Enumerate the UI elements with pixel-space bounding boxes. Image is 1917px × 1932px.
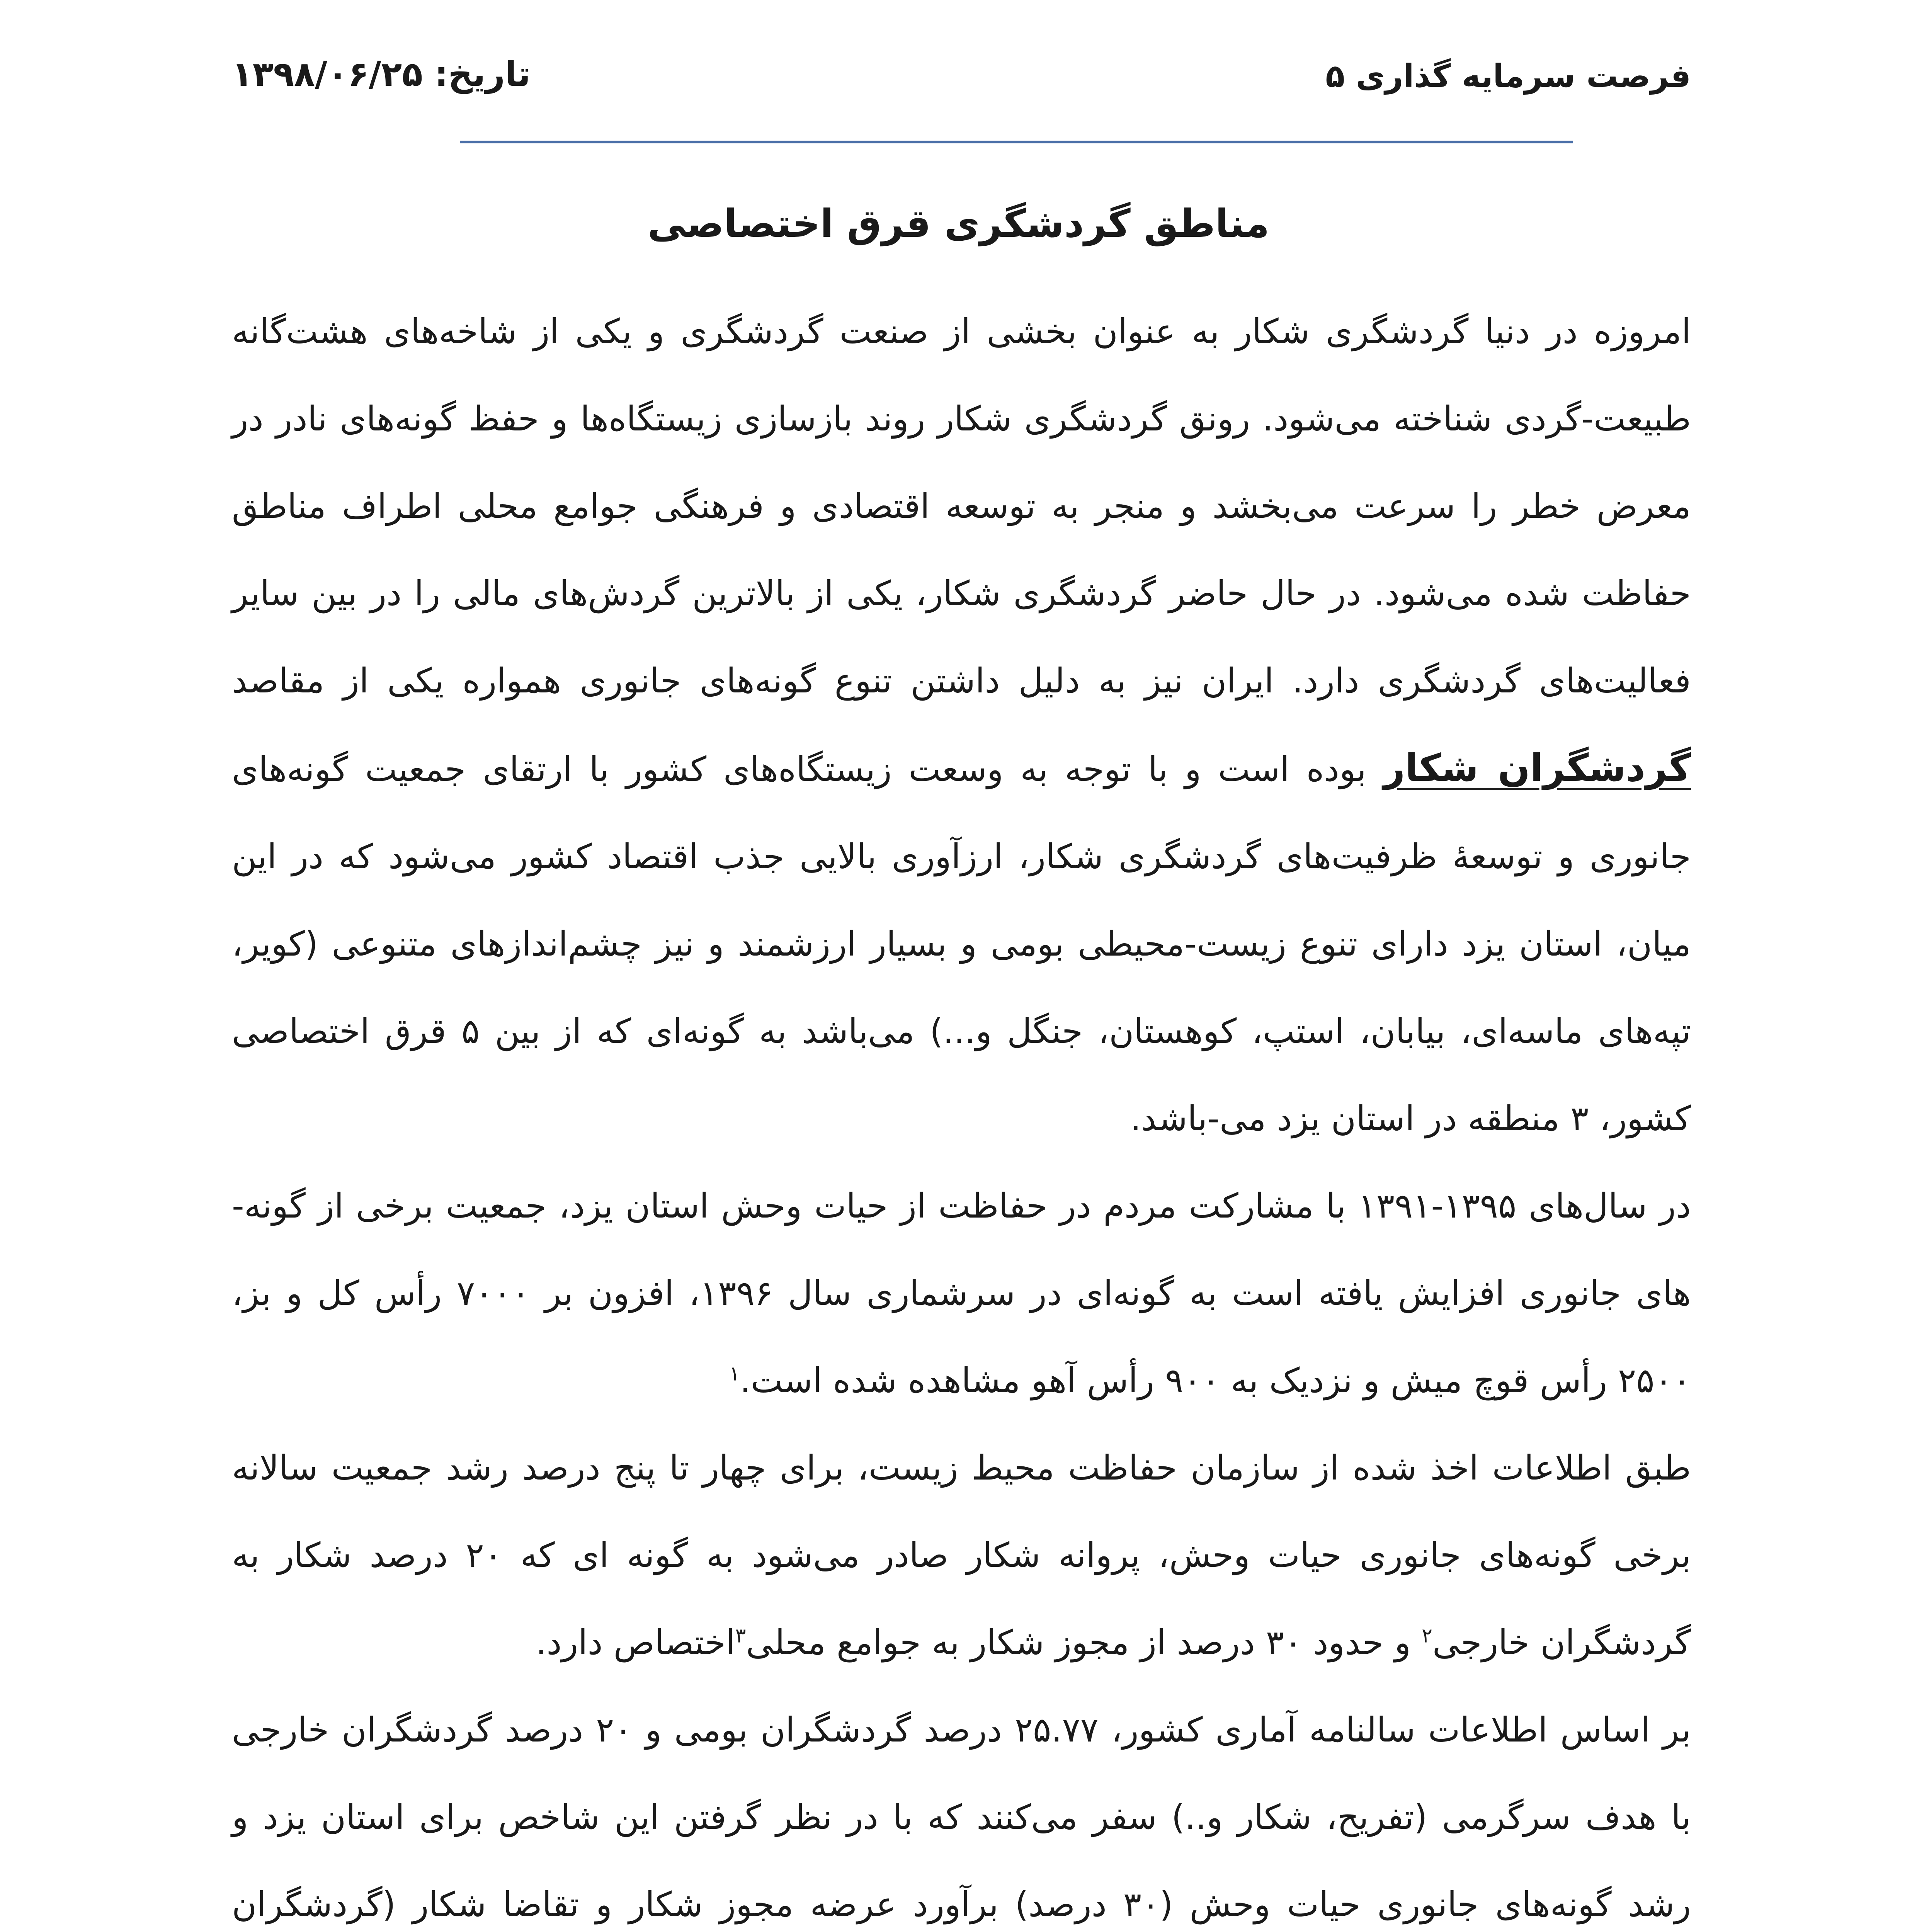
- footnote-ref-2: ۲: [1422, 1624, 1432, 1648]
- paragraph-1-part-a: امروزه در دنیا گردشگری شکار به عنوان بخشی از صنعت گردشگری و یکی از شاخه‌های هشت‌گانه طبیعت-گردی شناخته می‌شود. رونق گردشگری شکار روند بازسازی زیستگاه‌ها و حفظ گونه‌های نادر در معرض خطر را سرعت می‌بخشد و منجر به توسعه اقتصادی و فرهنگی جوامع محلی اطراف مناطق حفاظت شده می‌شود. در حال حاضر گردشگری شکار، یکی از بالاترین گردش‌های مالی را در بین سایر فعالیت‌های گردشگری دارد. ایران نیز به دلیل داشتن تنوع گونه‌های جانوری همواره یکی از مقاصد: [232, 311, 1691, 701]
- paragraph-3-part-a: طبق اطلاعات اخذ شده از سازمان حفاظت محیط زیست، برای چهار تا پنج درصد رشد جمعیت سالانه برخی گونه‌های جانوری حیات وحش، پروانه شکار صادر می‌شود به گونه ای که ۲۰ درصد شکار به گردشگران خارجی: [232, 1448, 1691, 1662]
- paragraph-2-text: در سال‌های ۱۳۹۵-۱۳۹۱ با مشارکت مردم در حفاظت از حیات وحش استان یزد، جمعیت برخی از گونه-های جانوری افزایش یافته است به گونه‌ای در سرشماری سال ۱۳۹۶، افزون بر ۷۰۰۰ رأس کل و بز، ۲۵۰۰ رأس قوچ میش و نزدیک به ۹۰۰ رأس آهو مشاهده شده است.: [232, 1186, 1691, 1400]
- document-series-title: فرصت سرمایه گذاری ۵: [1325, 58, 1691, 95]
- header-divider: [460, 141, 1573, 143]
- paragraph-1: [232, 288, 1691, 1162]
- footnote-ref-1: ۱: [729, 1362, 740, 1386]
- paragraph-3-part-b: و حدود ۳۰ درصد از مجوز شکار به جوامع محلی: [746, 1622, 1422, 1662]
- page-title: مناطق گردشگری قرق اختصاصی: [647, 201, 1270, 246]
- paragraph-2: [232, 1162, 1691, 1424]
- paragraph-1-part-b: بوده است و با توجه به وسعت زیستگاه‌های کشور با ارتقای جمعیت گونه‌های جانوری و توسعهٔ ظرفیت‌های گردشگری شکار، ارزآوری بالایی جذب اقتصاد کشور می‌شود که در این میان، استان یزد دارای تنوع زیست-محیطی بومی و بسیار ارزشمند و نیز چشم‌اندازهای متنوعی (کویر، تپه‌های ماسه‌ای، بیابان، استپ، کوهستان، جنگل و...) می‌باشد به گونه‌ای که از بین ۵ قرق اختصاصی کشور، ۳ منطقه در استان یزد می-باشد.: [232, 749, 1691, 1138]
- paragraph-3: [232, 1424, 1691, 1686]
- footnote-ref-3: ۳: [735, 1624, 746, 1648]
- highlighted-term: گردشگران شکار: [1383, 746, 1691, 790]
- paragraph-4: بر اساس اطلاعات سالنامه آماری کشور، ۲۵.۷۷ درصد گردشگران بومی و ۲۰ درصد گردشگران خارجی با هدف سرگرمی (تفریح، شکار و..) سفر می‌کنند که با در نظر گرفتن این شاخص برای استان یزد و رشد گونه‌های جانوری حیات وحش (۳۰ درصد) برآورد عرضه مجوز شکار و تقاضا شکار (گردشگران: [232, 1710, 1691, 1924]
- body-text: [232, 288, 1691, 1932]
- document-date: تاریخ: ۱۳۹۸/۰۶/۲۵: [232, 54, 531, 94]
- paragraph-3-part-c: اختصاص دارد.: [536, 1622, 735, 1662]
